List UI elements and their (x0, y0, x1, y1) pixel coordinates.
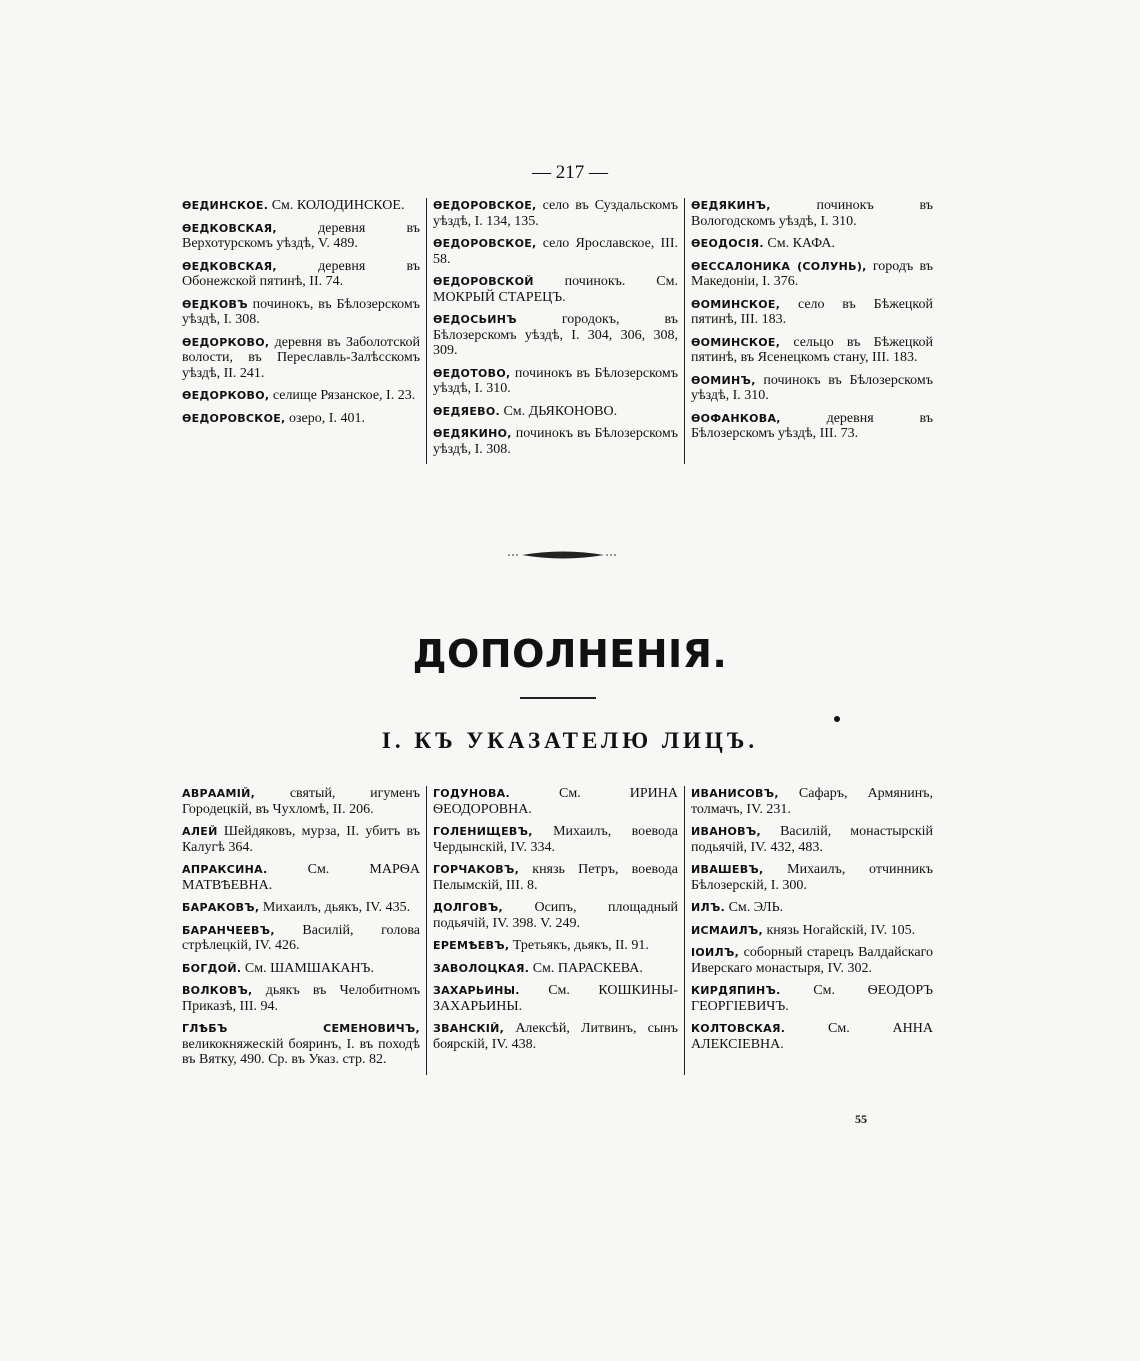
entry-headword: ѲОМИНСКОЕ, (691, 297, 781, 311)
index-entry (182, 221, 420, 252)
index-entry (691, 983, 933, 1014)
section-ornament (508, 548, 618, 562)
title-rule (520, 697, 596, 699)
entry-headword: ГЛѢБЪ СЕМЕНОВИЧЪ, (182, 1022, 420, 1035)
entry-text: городъ въ Македоніи, I. 376. (691, 258, 934, 289)
entry-headword: ѲЕДКОВЪ (182, 297, 248, 311)
index-columns-top (176, 198, 939, 464)
section-title: ДОПОЛНЕНІЯ. (412, 632, 728, 676)
entry-headword: ИСМАИЛЪ, (691, 923, 763, 937)
entry-text: Михаилъ, воевода Чердынскій, IV. 334. (433, 824, 678, 855)
index-entry (691, 923, 933, 939)
column-2 (426, 786, 684, 1075)
column-3 (684, 786, 939, 1075)
entry-text: село Ярославское, III. 58. (433, 236, 678, 267)
entry-headword: ДОЛГОВЪ, (433, 901, 503, 914)
entry-headword: ѲЕССАЛОНИКА (СОЛУНЬ), (691, 259, 867, 273)
entry-text: Сафаръ, Армянинъ, толмачъ, IV. 231. (691, 786, 933, 817)
index-entry (433, 1021, 678, 1052)
index-entry (691, 824, 933, 855)
index-entry (433, 366, 678, 397)
entry-headword: ѲЕДКОВСКАЯ, (182, 221, 277, 235)
index-entry (691, 335, 933, 366)
entry-headword: ѲЕДОРОВСКОЕ, (433, 199, 537, 212)
index-entry (182, 786, 420, 817)
column-2 (426, 198, 684, 464)
entry-headword: ѲЕДОРКОВО, (182, 389, 270, 402)
index-entry (182, 1021, 420, 1068)
entry-text: Михаилъ, дьякъ, IV. 435. (259, 900, 411, 915)
entry-headword: ГОЛЕНИЩЕВЪ, (433, 825, 533, 838)
index-entry (691, 411, 933, 442)
entry-headword: ѲЕДИНСКОЕ. (182, 199, 269, 212)
entry-text: См. АННА АЛЕКСІЕВНА. (691, 1021, 933, 1052)
index-entry (182, 900, 420, 916)
entry-text: Шейдяковъ, мурза, II. убитъ въ Калугѣ 364. (182, 824, 420, 855)
entry-text: См. КОШКИНЫ-ЗАХАРЬИНЫ. (433, 983, 678, 1014)
index-entry (433, 236, 678, 267)
entry-text: святый, игуменъ Городецкій, въ Чухломѣ, II. 206. (182, 786, 420, 817)
entry-text: озеро, I. 401. (285, 410, 365, 426)
entry-headword: ѲЕДОРКОВО, (182, 335, 270, 349)
entry-text: починокъ въ Вологодскомъ уѣздѣ, I. 310. (691, 198, 933, 229)
entry-text: деревня въ Обонежской пятинѣ, II. 74. (182, 258, 420, 289)
entry-text: См. ИРИНА ѲЕОДОРОВНА. (433, 786, 678, 817)
index-entry (182, 862, 420, 893)
entry-headword: ІОИЛЪ, (691, 946, 740, 959)
entry-headword: ЗАХАРЬИНЫ. (433, 984, 520, 997)
entry-headword: ѲЕОДОСІЯ. (691, 237, 764, 250)
entry-headword: АВРААМІЙ, (182, 787, 256, 800)
entry-text: деревня въ Заболотской волости, въ Переславль-Залѣсскомъ уѣздѣ, II. 241. (182, 334, 420, 381)
index-entry (433, 198, 678, 229)
index-columns-bottom (176, 786, 939, 1075)
entry-headword: ѲОФАНКОВА, (691, 411, 781, 425)
entry-text: См. КАФА. (763, 236, 835, 251)
entry-headword: ѲОМИНСКОЕ, (691, 335, 781, 349)
entry-text: См. ШАМШАКАНЪ. (241, 960, 374, 976)
index-entry (691, 786, 933, 817)
index-entry (691, 945, 933, 976)
entry-headword: ИВАНОВЪ, (691, 825, 761, 838)
entry-text: Третьякъ, дьякъ, II. 91. (509, 938, 649, 953)
index-entry (433, 824, 678, 855)
entry-headword: БАРАНЧЕЕВЪ, (182, 923, 275, 937)
index-entry (182, 961, 420, 977)
entry-text: Василій, голова стрѣлецкій, IV. 426. (182, 922, 420, 953)
column-1 (176, 786, 426, 1075)
entry-headword: ЗАВОЛОЦКАЯ. (433, 961, 530, 975)
entry-text: починокъ въ Бѣлозерскомъ уѣздѣ, I. 308. (433, 426, 678, 457)
index-entry (433, 274, 678, 305)
entry-text: починокъ въ Бѣлозерскомъ уѣздѣ, I. 310. (433, 365, 678, 396)
entry-headword: БОГДОЙ. (182, 961, 242, 975)
entry-text: князь Ногайскій, IV. 105. (763, 922, 916, 938)
column-1 (176, 198, 426, 464)
subsection-title: I. КЪ УКАЗАТЕЛЮ ЛИЦЪ. (381, 728, 759, 753)
entry-text: Осипъ, площадный подьячій, IV. 398. V. 249. (433, 900, 678, 931)
index-entry (182, 198, 420, 214)
entry-headword: ИВАШЕВЪ, (691, 863, 764, 876)
entry-text: князь Петръ, воевода Пелымскій, III. 8. (433, 862, 678, 893)
index-entry (433, 312, 678, 359)
entry-text: село въ Суздальскомъ уѣздѣ, I. 134, 135. (433, 198, 678, 229)
entry-text: дьякъ въ Челобитномъ Приказѣ, III. 94. (182, 983, 420, 1014)
index-entry (182, 923, 420, 954)
entry-text: деревня въ Верхотурскомъ уѣздѣ, V. 489. (182, 220, 420, 251)
index-entry (691, 259, 933, 290)
entry-headword: ВОЛКОВЪ, (182, 984, 253, 997)
entry-headword: ѲЕДОСЬИНЪ (433, 313, 517, 326)
index-entry (691, 373, 933, 404)
entry-headword: ИЛЪ. (691, 901, 726, 914)
index-entry (433, 983, 678, 1014)
entry-text: соборный старецъ Валдайскаго Иверскаго монастыря, IV. 302. (691, 945, 933, 976)
index-entry (182, 411, 420, 427)
entry-headword: ѲЕДЯКИНЪ, (691, 199, 771, 212)
entry-headword: ЗВАНСКІЙ, (433, 1022, 505, 1035)
entry-headword: ѲЕДКОВСКАЯ, (182, 259, 277, 273)
entry-text: См. МАРѲА МАТВѢЕВНА. (182, 862, 420, 893)
entry-headword: ѲОМИНЪ, (691, 373, 756, 387)
entry-headword: АЛЕЙ (182, 825, 218, 838)
column-3 (684, 198, 939, 464)
entry-text: починокъ въ Бѣлозерскомъ уѣздѣ, I. 310. (691, 372, 933, 403)
entry-text: См. КОЛОДИНСКОЕ. (268, 198, 405, 213)
entry-text: См. ѲЕОДОРЪ ГЕОРГІЕВИЧЪ. (691, 983, 933, 1014)
entry-text: починокъ. См. МОКРЫЙ СТАРЕЦЪ. (433, 274, 678, 305)
entry-text: починокъ, въ Бѣлозерскомъ уѣздѣ, I. 308. (182, 296, 420, 327)
entry-text: См. ЭЛЬ. (725, 900, 784, 915)
index-entry (182, 388, 420, 404)
entry-text: селище Рязанское, I. 23. (269, 388, 416, 403)
index-entry (433, 404, 678, 420)
printer-signature-mark: 55 (855, 1112, 867, 1126)
index-entry (691, 862, 933, 893)
entry-text: великокняжескій бояринъ, I. въ походѣ въ Вятку, 490. Ср. въ Указ. стр. 82. (182, 1036, 420, 1067)
entry-headword: ГОДУНОВА. (433, 787, 510, 800)
index-entry (691, 198, 933, 229)
entry-headword: ѲЕДОТОВО, (433, 366, 511, 380)
entry-headword: ѲЕДЯЕВО. (433, 404, 500, 418)
entry-text: село въ Бѣжецкой пятинѣ, III. 183. (691, 296, 933, 327)
entry-text: городокъ, въ Бѣлозерскомъ уѣздѣ, I. 304, 306, 308, 309. (433, 312, 678, 358)
entry-headword: ѲЕДОРОВСКОЙ (433, 275, 534, 288)
index-entry (433, 938, 678, 954)
entry-headword: АПРАКСИНА. (182, 863, 268, 876)
entry-text: См. ПАРАСКЕВА. (529, 960, 643, 976)
index-entry (182, 297, 420, 328)
entry-headword: ЕРЕМѢЕВЪ, (433, 939, 510, 952)
entry-headword: КОЛТОВСКАЯ. (691, 1022, 786, 1035)
index-entry (433, 961, 678, 977)
entry-text: Михаилъ, отчинникъ Бѣлозерскій, I. 300. (691, 862, 933, 893)
index-entry (433, 862, 678, 893)
entry-headword: ѲЕДОРОВСКОЕ, (433, 237, 537, 250)
entry-text: Алексѣй, Литвинъ, сынъ боярскій, IV. 438. (433, 1021, 678, 1052)
index-entry (182, 259, 420, 290)
index-entry (691, 1021, 933, 1052)
entry-headword: КИРДЯПИНЪ. (691, 984, 781, 997)
ink-speck (834, 716, 840, 722)
entry-headword: БАРАКОВЪ, (182, 901, 260, 914)
page-number: — 217 — (532, 162, 608, 183)
index-entry (691, 236, 933, 252)
entry-text: деревня въ Бѣлозерскомъ уѣздѣ, III. 73. (691, 410, 933, 441)
index-entry (182, 983, 420, 1014)
index-entry (433, 786, 678, 817)
index-entry (691, 900, 933, 916)
entry-text: сельцо въ Бѣжецкой пятинѣ, въ Ясенецкомъ стану, III. 183. (691, 334, 933, 365)
index-entry (433, 426, 678, 457)
entry-headword: ѲЕДОРОВСКОЕ, (182, 411, 286, 425)
index-entry (433, 900, 678, 931)
entry-headword: ѲЕДЯКИНО, (433, 427, 512, 440)
entry-text: См. ДЬЯКОНОВО. (499, 403, 618, 419)
index-entry (182, 824, 420, 855)
entry-text: Василій, монастырскій подьячій, IV. 432, 483. (691, 824, 933, 855)
entry-headword: ГОРЧАКОВЪ, (433, 863, 520, 876)
index-entry (691, 297, 933, 328)
entry-headword: ИВАНИСОВЪ, (691, 787, 779, 800)
index-entry (182, 335, 420, 382)
